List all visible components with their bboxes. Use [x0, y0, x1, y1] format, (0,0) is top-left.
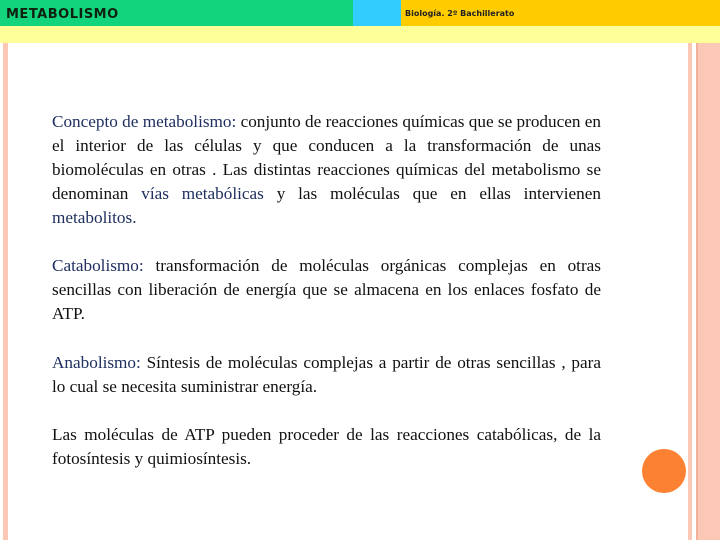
paragraph-anabolism — [52, 351, 601, 399]
paragraph-metabolism — [52, 110, 601, 230]
paragraph-text: Síntesis de moléculas complejas a partir de otras sencillas , para lo cual se necesita suministrar energía. — [52, 353, 601, 396]
header-band — [0, 26, 720, 43]
orange-circle-decoration — [642, 449, 686, 493]
slide-title: METABOLISMO — [6, 7, 119, 22]
term-metabolism: Concepto de metabolismo: — [52, 112, 237, 131]
term-catabolism: Catabolismo: — [52, 256, 144, 275]
paragraph-catabolism — [52, 254, 601, 326]
paragraph-text: Las moléculas de ATP pueden proceder de las reacciones catabólicas, de la fotosíntesis y quimiosíntesis. — [52, 425, 601, 468]
term-vias: vías metabólicas — [141, 184, 264, 203]
slide-subtitle: Biología. 2º Bachillerato — [405, 9, 515, 18]
paragraph-text: conjunto de reacciones químicas que se producen en el interior de las células y que conducen a la transformación de unas biomoléculas en otras . Las distintas reacciones químicas del metabolismo se denominan — [52, 112, 601, 203]
paragraph-text: transformación de moléculas orgánicas complejas en otras sencillas con liberación de energía que se almacena en los enlaces fosfato de ATP. — [52, 256, 601, 323]
header-blue-block — [353, 0, 401, 26]
paragraph-text: y las moléculas que en ellas intervienen — [263, 184, 601, 203]
right-stripe-wide — [696, 43, 720, 540]
term-anabolism: Anabolismo: — [52, 353, 141, 372]
paragraph-atp — [52, 423, 601, 471]
left-stripe — [3, 43, 8, 540]
right-stripe-thin — [688, 43, 692, 540]
term-metabolitos: metabolitos. — [52, 208, 137, 227]
